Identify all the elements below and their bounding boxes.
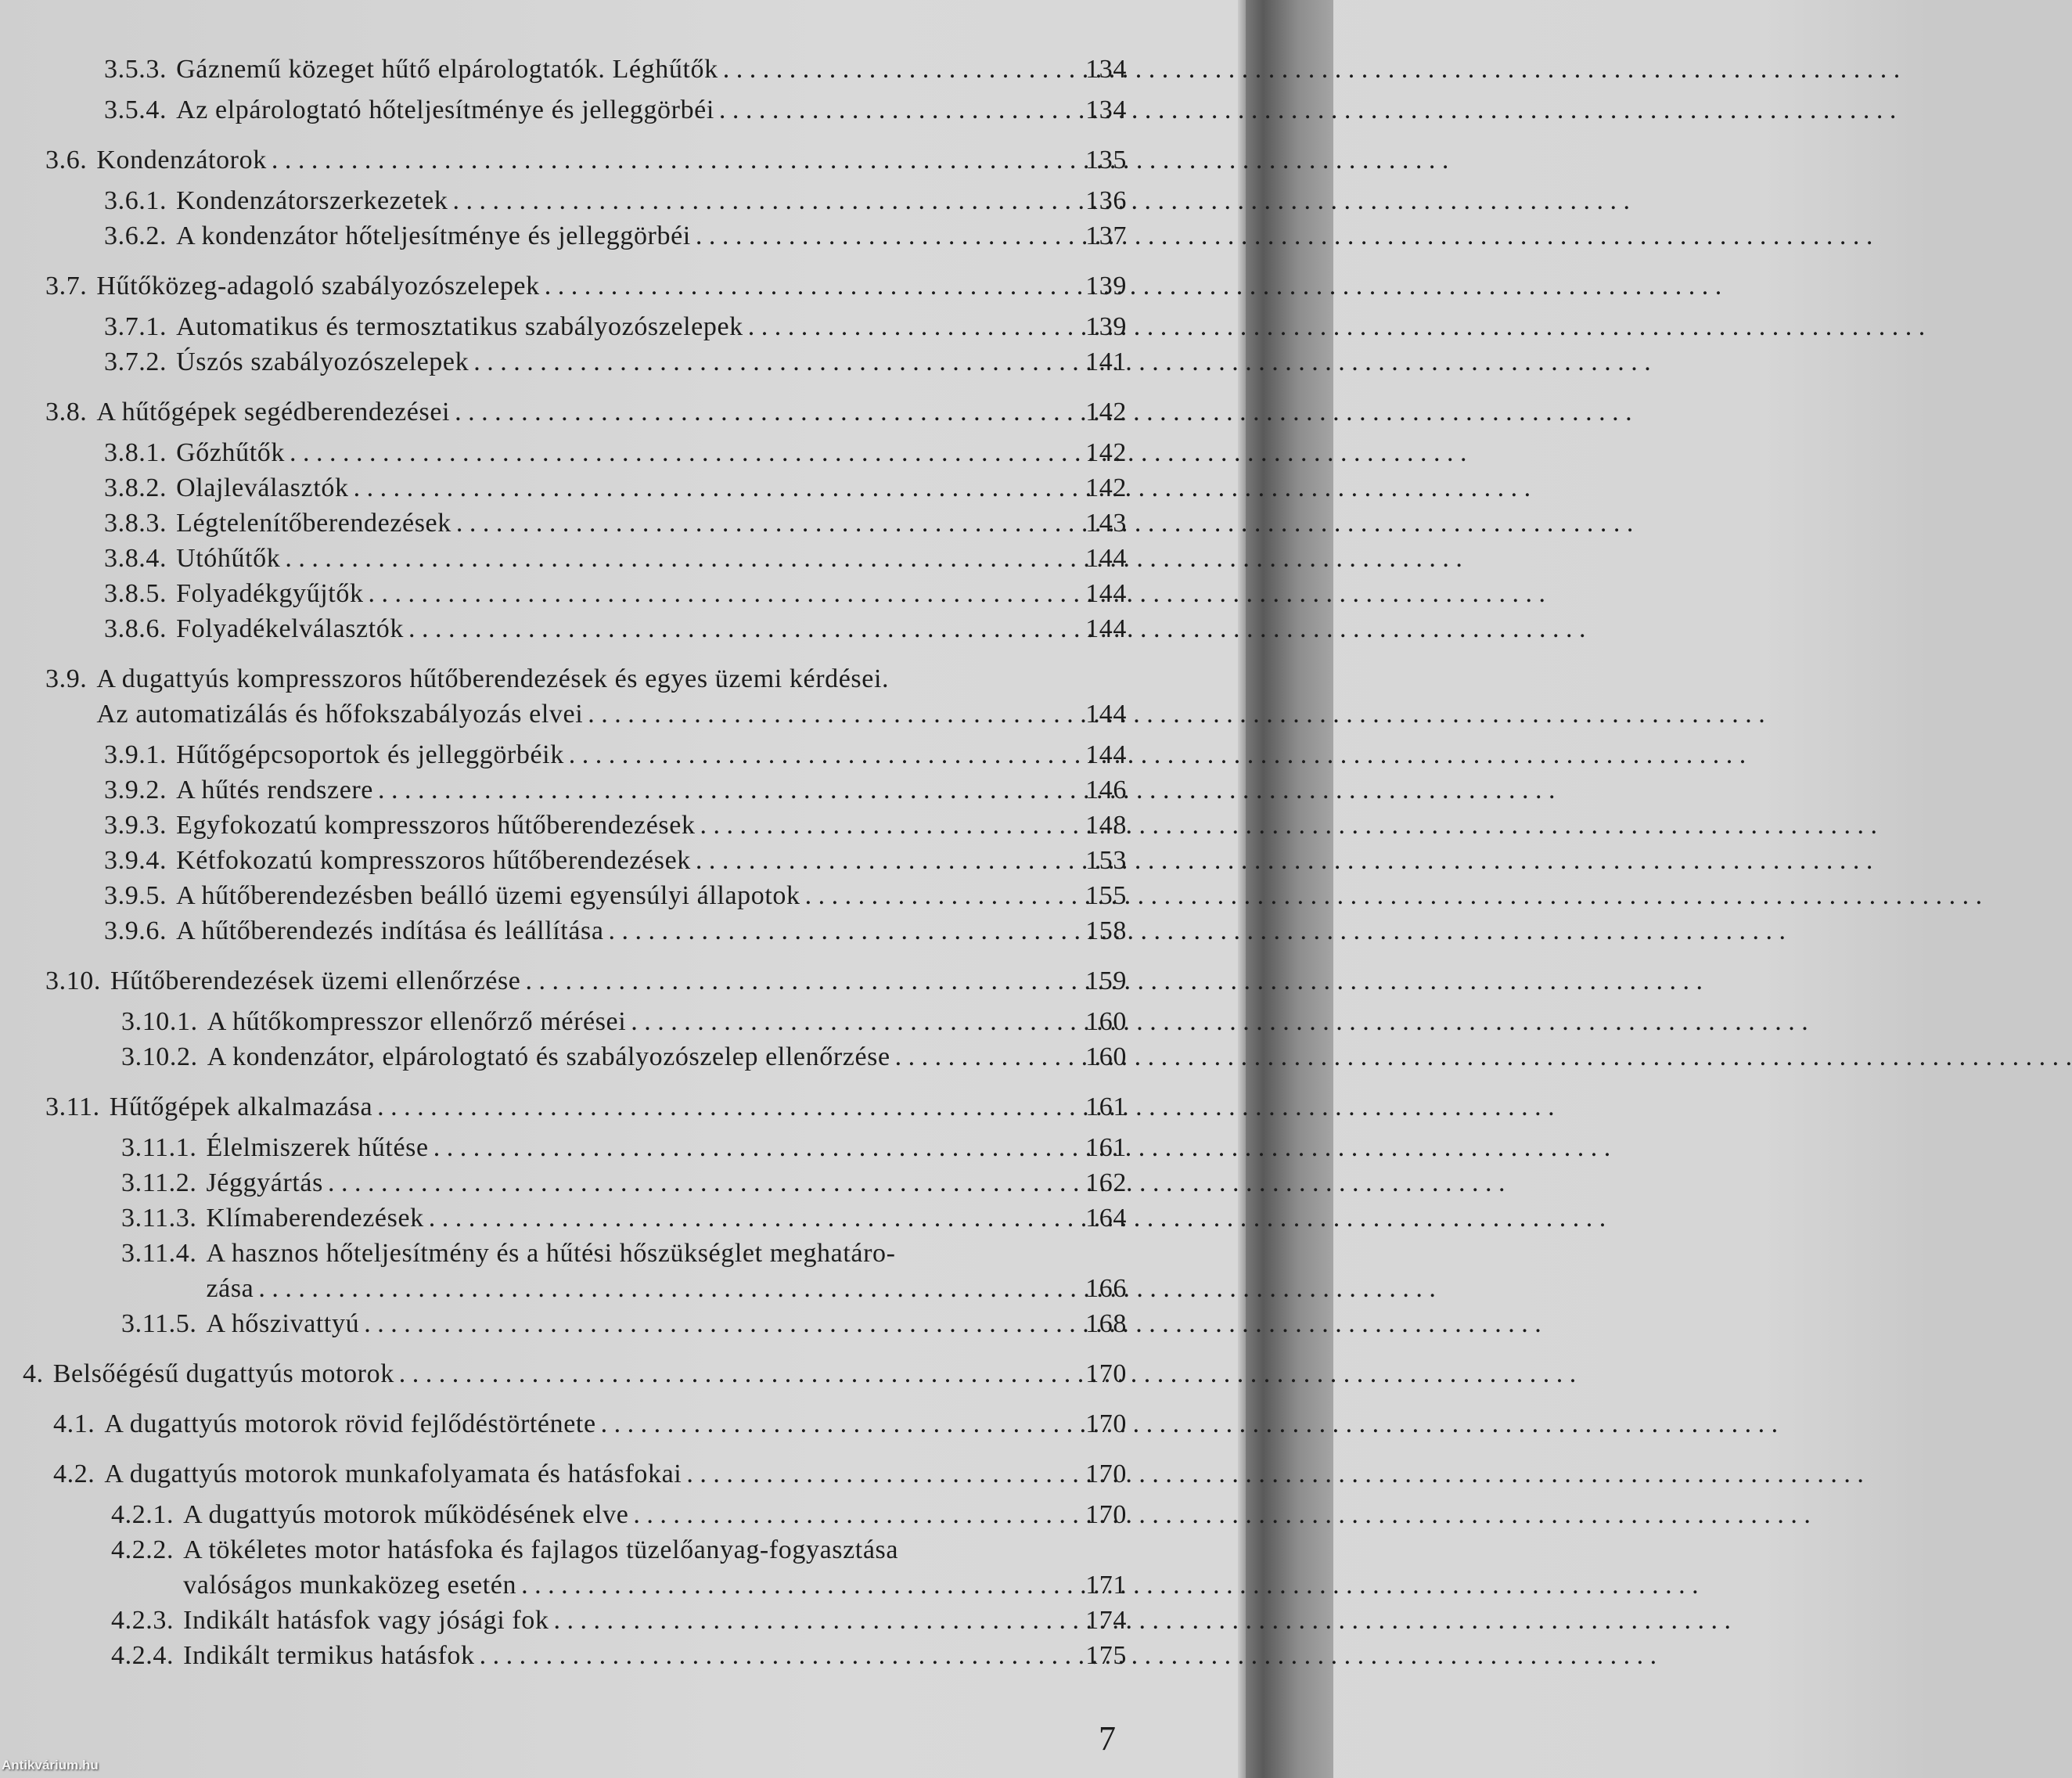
toc-entry[interactable] <box>0 1239 1127 1274</box>
entry-page: 141 <box>1085 347 1127 376</box>
dot-leader <box>258 1274 1066 1304</box>
toc-entry[interactable] <box>0 473 1127 509</box>
entry-number: 3.8.3. <box>104 509 167 538</box>
watermark: Antikvárium.hu <box>2 1758 99 1773</box>
entry-title: A dugattyús motorok munkafolyamata és hatásfokai <box>104 1459 682 1488</box>
toc-group <box>0 966 1127 1078</box>
toc-entry[interactable] <box>0 579 1127 614</box>
entry-number: 3.8.5. <box>104 579 167 608</box>
toc-entry[interactable] <box>0 1500 1127 1535</box>
dot-leader <box>377 1092 1066 1122</box>
entry-title: Élelmiszerek hűtése <box>206 1133 429 1162</box>
dot-leader <box>433 1133 1066 1163</box>
entry-page: 142 <box>1085 398 1127 427</box>
toc-group <box>0 1409 1127 1445</box>
entry-title: Olajleválasztók <box>176 473 349 502</box>
entry-title: Az elpárologtató hőteljesítménye és jelleggörbéi <box>176 95 714 124</box>
dot-leader <box>285 544 1066 574</box>
entry-title: Kétfokozatú kompresszoros hűtőberendezések <box>176 846 691 875</box>
entry-page: 153 <box>1085 846 1127 875</box>
entry-title: A kondenzátor hőteljesítménye és jelleggörbéi <box>176 221 691 250</box>
toc-entry[interactable] <box>0 95 1127 131</box>
toc-entry[interactable] <box>0 1204 1127 1239</box>
entry-number: 3.7.1. <box>104 312 167 341</box>
entry-title: A hasznos hőteljesítmény és a hűtési hőszükséglet meghatáro- <box>206 1239 896 1268</box>
entry-page: 144 <box>1085 740 1127 769</box>
toc-entry[interactable] <box>0 146 1127 186</box>
toc-entry[interactable] <box>0 398 1127 438</box>
toc-entry[interactable] <box>0 55 1127 95</box>
toc-entry[interactable] <box>0 1459 1127 1500</box>
entry-number: 4.1. <box>53 1409 95 1438</box>
entry-page: 174 <box>1085 1606 1127 1635</box>
toc-entry[interactable] <box>0 811 1127 846</box>
entry-number: 3.9.5. <box>104 881 167 910</box>
entry-number: 4.2.4. <box>111 1641 174 1670</box>
toc-entry[interactable] <box>0 1309 1127 1344</box>
toc-entry[interactable] <box>0 664 1127 700</box>
entry-page: 160 <box>1085 1007 1127 1036</box>
dot-leader <box>455 398 1066 427</box>
entry-title: Kondenzátorszerkezetek <box>176 186 448 215</box>
dot-leader <box>569 740 1066 770</box>
dot-leader <box>290 438 1066 468</box>
dot-leader <box>429 1204 1066 1233</box>
dot-leader <box>399 1359 1066 1389</box>
toc-entry-continuation[interactable] <box>0 1571 1127 1606</box>
toc-entry[interactable] <box>0 1606 1127 1641</box>
dot-leader <box>408 614 1066 644</box>
entry-page: 160 <box>1085 1042 1127 1071</box>
toc-entry[interactable] <box>0 1641 1127 1676</box>
entry-title: A dugattyús motorok működésének elve <box>183 1500 629 1529</box>
toc-entry[interactable] <box>0 1409 1127 1445</box>
entry-number: 3.11.2. <box>121 1168 197 1197</box>
entry-number: 3.8.4. <box>104 544 167 573</box>
entry-number: 3.5.4. <box>104 95 167 124</box>
entry-page: 137 <box>1085 221 1127 250</box>
entry-number: 4.2.2. <box>111 1535 174 1564</box>
entry-page: 142 <box>1085 438 1127 467</box>
entry-page: 146 <box>1085 776 1127 804</box>
entry-number: 3.11.5. <box>121 1309 197 1338</box>
entry-title-continuation: valóságos munkaközeg esetén <box>183 1571 517 1600</box>
entry-title: Úszós szabályozószelepek <box>176 347 469 376</box>
entry-number: 4.2.1. <box>111 1500 174 1529</box>
toc-entry[interactable] <box>0 509 1127 544</box>
dot-leader <box>525 966 1066 996</box>
entry-number: 3.9.4. <box>104 846 167 875</box>
entry-page: 139 <box>1085 312 1127 341</box>
entry-title: Belsőégésű dugattyús motorok <box>52 1359 394 1388</box>
entry-number: 3.11. <box>45 1092 100 1121</box>
dot-leader <box>473 347 1066 377</box>
entry-number: 3.7.2. <box>104 347 167 376</box>
entry-page: 135 <box>1085 146 1127 175</box>
entry-number: 3.6.1. <box>104 186 167 215</box>
table-of-contents <box>0 55 1127 1676</box>
toc-group <box>0 272 1127 383</box>
toc-entry[interactable] <box>0 1092 1127 1133</box>
toc-entry[interactable] <box>0 1359 1127 1395</box>
dot-leader <box>364 1309 1066 1339</box>
dot-leader <box>553 1606 1066 1636</box>
toc-entry[interactable] <box>0 614 1127 650</box>
entry-title: Hűtőgépcsoportok és jelleggörbéik <box>176 740 564 769</box>
entry-number: 4. <box>23 1359 44 1388</box>
entry-page: 164 <box>1085 1204 1127 1233</box>
toc-group <box>0 1092 1127 1344</box>
toc-entry[interactable] <box>0 1042 1127 1078</box>
entry-page: 134 <box>1085 55 1127 84</box>
entry-title: A hőszivattyú <box>206 1309 360 1338</box>
toc-entry[interactable] <box>0 1007 1127 1042</box>
entry-page: 134 <box>1085 95 1127 124</box>
entry-title: Légtelenítőberendezések <box>176 509 451 538</box>
entry-page: 162 <box>1085 1168 1127 1197</box>
entry-title: Egyfokozatú kompresszoros hűtőberendezések <box>176 811 696 840</box>
dot-leader <box>354 473 1066 503</box>
entry-number: 4.2.3. <box>111 1606 174 1635</box>
entry-title: A hűtőgépek segédberendezései <box>96 398 451 427</box>
entry-number: 3.10.1. <box>121 1007 198 1036</box>
dot-leader <box>696 846 1066 876</box>
dot-leader <box>696 221 1066 251</box>
toc-entry[interactable] <box>0 312 1127 347</box>
entry-page: 142 <box>1085 473 1127 502</box>
entry-title: Hűtőgépek alkalmazása <box>109 1092 373 1121</box>
entry-page: 158 <box>1085 916 1127 945</box>
entry-page: 170 <box>1085 1500 1127 1529</box>
entry-title: Jéggyártás <box>206 1168 323 1197</box>
entry-title: Folyadékgyűjtők <box>176 579 364 608</box>
entry-page: 148 <box>1085 811 1127 840</box>
entry-number: 3.11.4. <box>121 1239 197 1268</box>
entry-title: Klímaberendezések <box>206 1204 424 1233</box>
dot-leader <box>805 881 1066 911</box>
entry-number: 3.9.3. <box>104 811 167 840</box>
entry-page: 159 <box>1085 966 1127 995</box>
entry-page: 144 <box>1085 700 1127 729</box>
entry-number: 3.5.3. <box>104 55 167 84</box>
toc-entry[interactable] <box>0 740 1127 776</box>
toc-entry[interactable] <box>0 221 1127 257</box>
entry-page: 143 <box>1085 509 1127 538</box>
entry-page: 144 <box>1085 579 1127 608</box>
entry-number: 3.11.1. <box>121 1133 197 1162</box>
entry-number: 3.7. <box>45 272 88 301</box>
entry-number: 3.6. <box>45 146 88 175</box>
toc-group <box>0 1459 1127 1676</box>
entry-title-continuation: zása <box>206 1274 254 1303</box>
entry-title: Utóhűtők <box>176 544 281 573</box>
entry-title: A hűtés rendszere <box>176 776 373 804</box>
entry-title: Gőzhűtők <box>176 438 286 467</box>
toc-entry[interactable] <box>0 881 1127 916</box>
entry-title: Folyadékelválasztók <box>176 614 404 643</box>
entry-title: Automatikus és termosztatikus szabályozószelepek <box>176 312 743 341</box>
toc-entry[interactable] <box>0 272 1127 312</box>
entry-number: 3.9. <box>45 664 88 693</box>
dot-leader <box>723 55 1066 85</box>
toc-group <box>0 55 1127 131</box>
dot-leader <box>633 1500 1066 1530</box>
entry-title: A tökéletes motor hatásfoka és fajlagos tüzelőanyag-fogyasztása <box>183 1535 899 1564</box>
entry-page: 170 <box>1085 1459 1127 1488</box>
toc-entry-continuation[interactable] <box>0 1274 1127 1309</box>
dot-leader <box>588 700 1066 729</box>
dot-leader <box>686 1459 1066 1489</box>
toc-entry[interactable] <box>0 776 1127 811</box>
entry-number: 3.9.1. <box>104 740 167 769</box>
entry-number: 3.6.2. <box>104 221 167 250</box>
dot-leader <box>748 312 1066 342</box>
entry-page: 161 <box>1085 1133 1127 1162</box>
entry-title: A dugattyús motorok rövid fejlődéstörténete <box>104 1409 596 1438</box>
entry-title: Indikált termikus hatásfok <box>183 1641 475 1670</box>
dot-leader <box>601 1409 1066 1439</box>
entry-page: 170 <box>1085 1409 1127 1438</box>
entry-page: 136 <box>1085 186 1127 215</box>
toc-entry[interactable] <box>0 846 1127 881</box>
entry-page: 161 <box>1085 1092 1127 1121</box>
dot-leader <box>456 509 1066 538</box>
entry-number: 3.8.6. <box>104 614 167 643</box>
entry-title: Hűtőközeg-adagoló szabályozószelepek <box>96 272 540 301</box>
toc-entry[interactable] <box>0 966 1127 1007</box>
dot-leader <box>521 1571 1066 1600</box>
entry-title: Kondenzátorok <box>96 146 267 175</box>
entry-page: 144 <box>1085 614 1127 643</box>
toc-entry[interactable] <box>0 438 1127 473</box>
entry-title: A hűtőberendezés indítása és leállítása <box>176 916 604 945</box>
dot-leader <box>545 272 1066 301</box>
dot-leader <box>719 95 1066 125</box>
dot-leader <box>369 579 1066 609</box>
toc-entry[interactable] <box>0 1168 1127 1204</box>
toc-entry-continuation[interactable] <box>0 700 1127 740</box>
entry-number: 3.9.6. <box>104 916 167 945</box>
entry-page: 155 <box>1085 881 1127 910</box>
dot-leader <box>631 1007 1066 1037</box>
dot-leader <box>272 146 1066 175</box>
toc-entry[interactable] <box>0 186 1127 221</box>
entry-title-continuation: Az automatizálás és hőfokszabályozás elvei <box>96 700 584 729</box>
entry-number: 3.8. <box>45 398 88 427</box>
dot-leader <box>895 1042 1066 1072</box>
entry-number: 4.2. <box>53 1459 95 1488</box>
entry-number: 3.11.3. <box>121 1204 197 1233</box>
dot-leader <box>700 811 1066 840</box>
entry-page: 166 <box>1085 1274 1127 1303</box>
entry-page: 144 <box>1085 544 1127 573</box>
toc-entry[interactable] <box>0 1133 1127 1168</box>
dot-leader <box>480 1641 1066 1671</box>
entry-page: 170 <box>1085 1359 1127 1388</box>
entry-title: Indikált hatásfok vagy jósági fok <box>183 1606 549 1635</box>
toc-entry[interactable] <box>0 347 1127 383</box>
entry-title: Gáznemű közeget hűtő elpárologtatók. Léghűtők <box>176 55 718 84</box>
entry-number: 3.8.1. <box>104 438 167 467</box>
entry-page: 175 <box>1085 1641 1127 1670</box>
page-number: 7 <box>1099 1719 1116 1758</box>
toc-group <box>0 146 1127 257</box>
entry-title: A kondenzátor, elpárologtató és szabályozószelep ellenőrzése <box>207 1042 890 1071</box>
entry-title: A hűtőkompresszor ellenőrző mérései <box>207 1007 627 1036</box>
dot-leader <box>452 186 1066 216</box>
entry-number: 3.10. <box>45 966 101 995</box>
entry-number: 3.8.2. <box>104 473 167 502</box>
entry-page: 139 <box>1085 272 1127 301</box>
entry-page: 171 <box>1085 1571 1127 1600</box>
entry-title: Hűtőberendezések üzemi ellenőrzése <box>110 966 521 995</box>
toc-entry[interactable] <box>0 1535 1127 1571</box>
dot-leader <box>609 916 1066 946</box>
entry-number: 3.9.2. <box>104 776 167 804</box>
entry-title: A dugattyús kompresszoros hűtőberendezések és egyes üzemi kérdései. <box>96 664 890 693</box>
toc-group <box>0 398 1127 650</box>
entry-number: 3.10.2. <box>121 1042 198 1071</box>
entry-page: 168 <box>1085 1309 1127 1338</box>
toc-entry[interactable] <box>0 544 1127 579</box>
entry-title: A hűtőberendezésben beálló üzemi egyensúlyi állapotok <box>176 881 800 910</box>
toc-group <box>0 1359 1127 1395</box>
dot-leader <box>328 1168 1066 1198</box>
toc-group <box>0 664 1127 952</box>
toc-entry[interactable] <box>0 916 1127 952</box>
dot-leader <box>378 776 1066 805</box>
